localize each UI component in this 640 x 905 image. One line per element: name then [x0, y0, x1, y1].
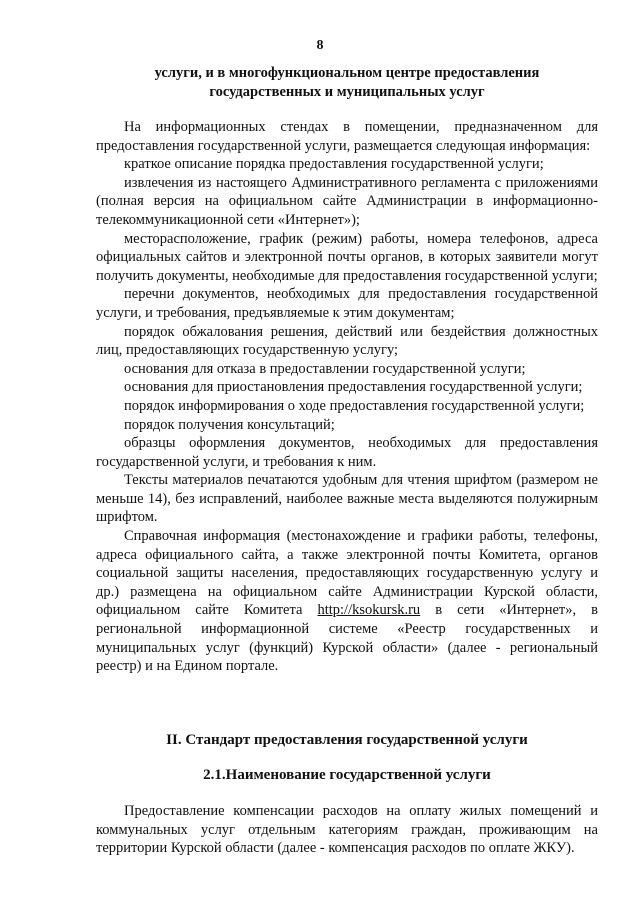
paragraph: основания для приостановления предоставления государственной услуги; [124, 379, 583, 396]
body-text [96, 118, 598, 676]
section-heading: II. Стандарт предоставления государственной услуги [166, 732, 528, 748]
top-heading-line2: государственных и муниципальных услуг [209, 84, 485, 100]
paragraph: порядок обжалования решения, действий или бездействия должностных лиц, предоставляющих государственную услугу; [96, 323, 598, 359]
paragraph: Тексты материалов печатаются удобным для чтения шрифтом (размером не меньше 14), без исправлений, наиболее важные места выделяются полужирным шрифтом. [96, 472, 598, 526]
subsection-heading: 2.1.Наименование государственной услуги [203, 767, 491, 783]
paragraph: перечни документов, необходимых для предоставления государственной услуги, и требования, предъявляемые к этим документам; [96, 286, 598, 321]
reference-text: Справочная информация (местонахождение и графики работы, телефоны, адреса официального сайта, а также электронной почты Комитета, органов социальной защиты населения, предоставляющих государственную услугу и др.) размещена на официальном сайте Администрации Курской области, официальном сайте Комитета [96, 528, 598, 619]
page-number: 8 [316, 38, 324, 53]
paragraph: извлечения из настоящего Административного регламента с приложениями (полная версия на официальном сайте Администрации в информационно-телекоммуникационной сети «Интернет»); [96, 174, 598, 228]
paragraph: основания для отказа в предоставлении государственной услуги; [124, 360, 526, 377]
top-heading [96, 64, 598, 102]
paragraph: образцы оформления документов, необходимых для предоставления государственной услуги, и требования к ним. [96, 435, 598, 470]
final-paragraph: Предоставление компенсации расходов на оплату жилых помещений и коммунальных услуг отдельным категориям граждан, проживающим на территории Курской области (далее - компенсация расходов по оплате ЖКУ). [96, 803, 598, 857]
ksokursk-link[interactable]: http://ksokursk.ru [317, 602, 421, 619]
paragraph: На информационных стендах в помещении, предназначенном для предоставления государственной услуги, размещается следующая информация: [96, 119, 598, 154]
paragraph: порядок информирования о ходе предоставления государственной услуги; [124, 397, 585, 414]
paragraph: месторасположение, график (режим) работы, номера телефонов, адреса официальных сайтов и электронной почты органов, в которых заявители могут получить документы, необходимые для предоставления государственной услуги; [96, 230, 598, 284]
paragraph: порядок получения консультаций; [124, 416, 335, 433]
reference-text-end: в сети «Интернет», в региональной информационной системе «Реестр государственных и муниципальных услуг (функций) Курской области» (далее - региональный реестр) и на Едином портале. [96, 602, 598, 675]
paragraph: краткое описание порядка предоставления государственной услуги; [124, 156, 544, 173]
reference-paragraph [96, 527, 598, 676]
final-text [96, 802, 598, 858]
top-heading-line1: услуги, и в многофункциональном центре предоставления [154, 65, 540, 81]
